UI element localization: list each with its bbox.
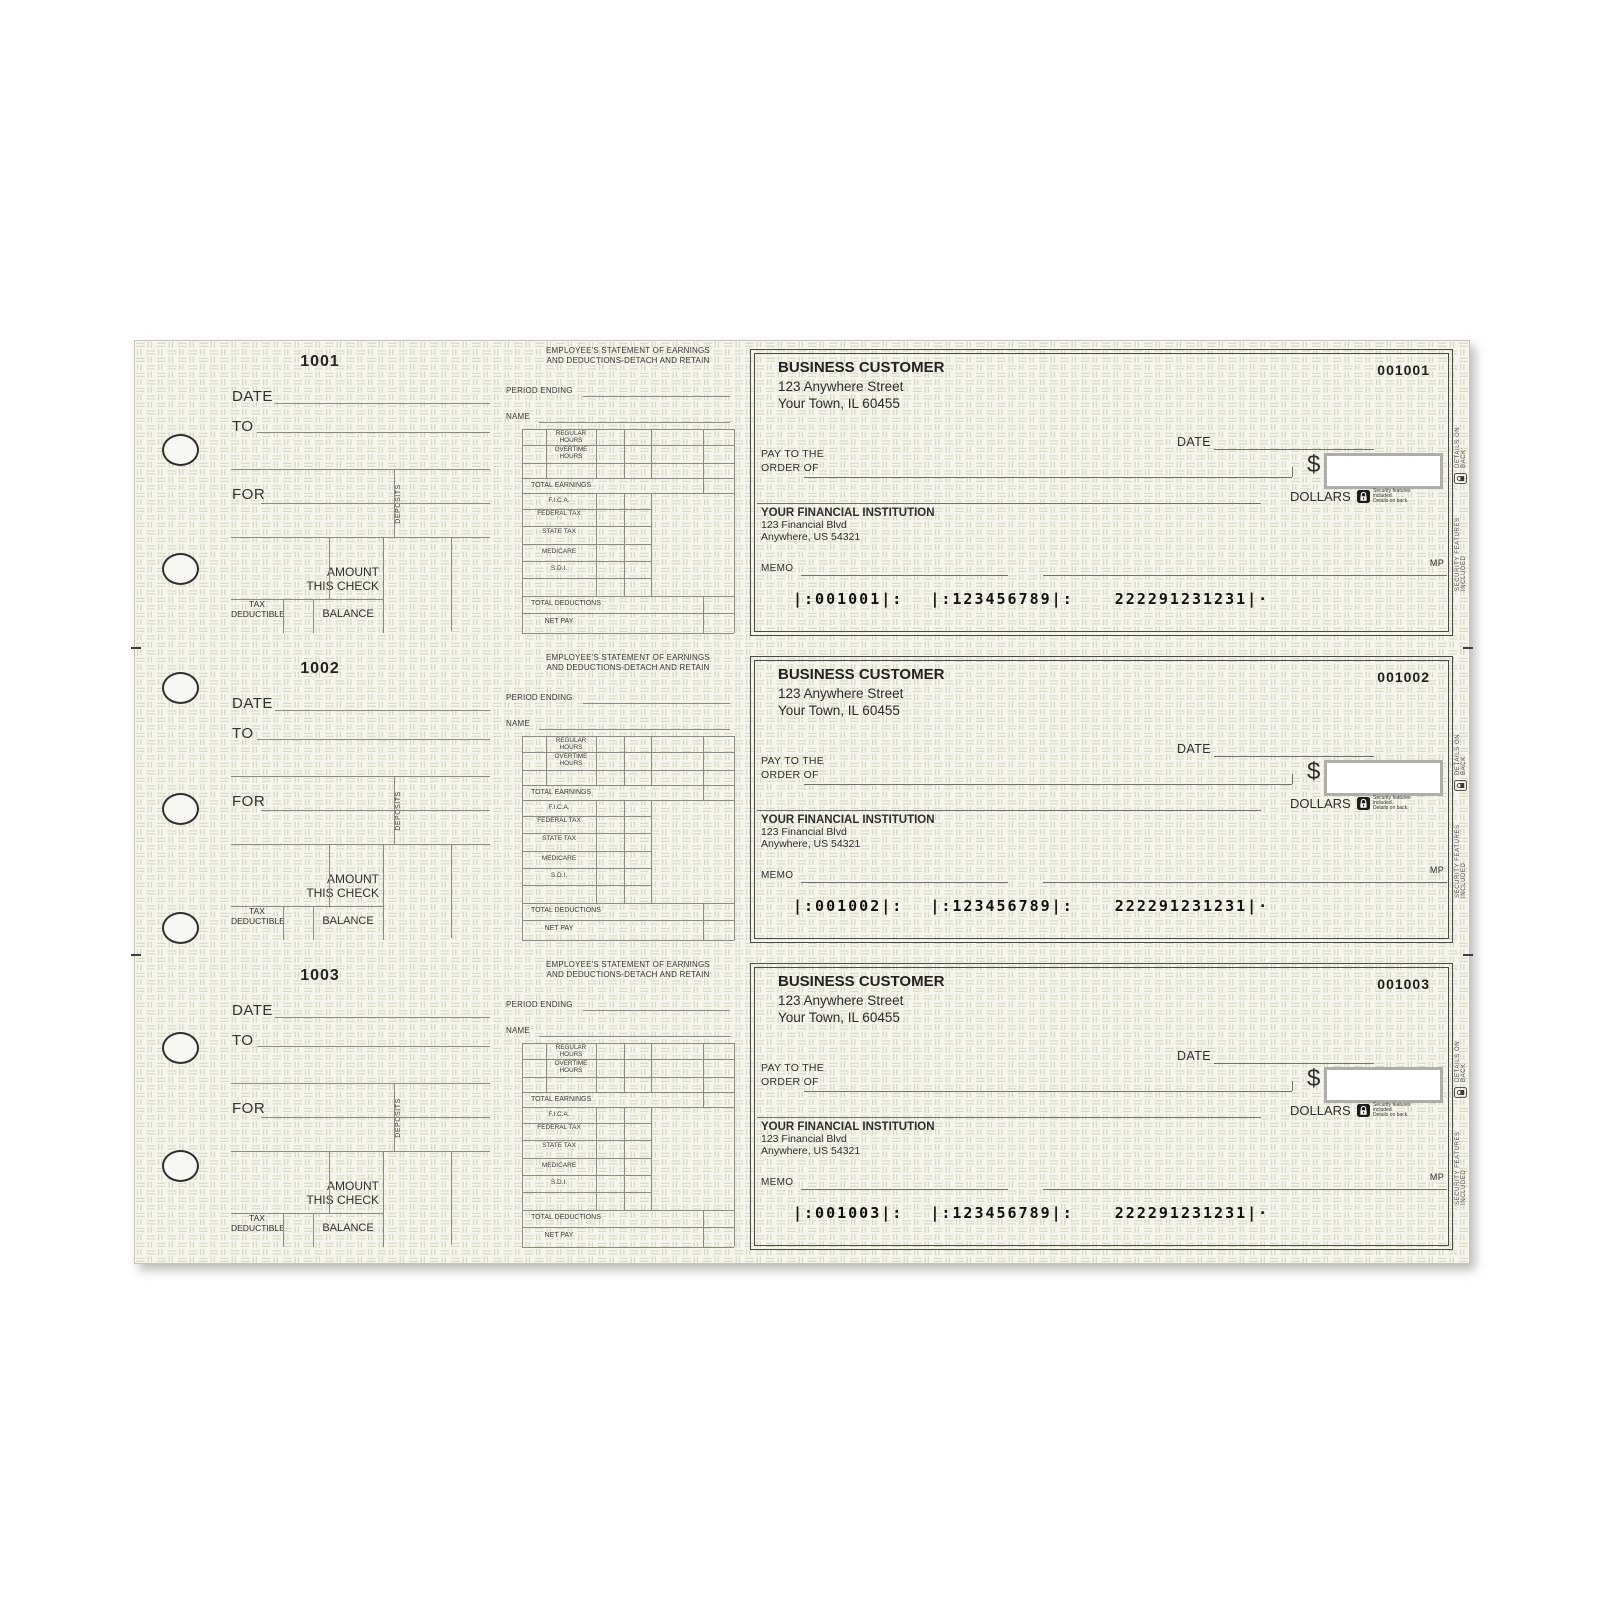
rule-line [596,1107,597,1210]
payer-name: BUSINESS CUSTOMER [778,666,945,683]
edge-security-text: SECURITY FEATURES INCLUDED [1454,517,1467,591]
micr-account-number: 222291231231|· [1114,1204,1270,1222]
check-sheet [134,340,1470,1264]
rule-line [734,1043,735,1247]
rule-line [1214,756,1374,757]
amount-box [1324,760,1443,796]
payer-name: BUSINESS CUSTOMER [778,359,945,376]
edge-details-text: DETAILS ON BACK [1454,733,1467,775]
statement-federal-tax-label: FEDERAL TAX [537,1124,581,1131]
statement-regular-hours-label: REGULAR HOURS [555,430,587,444]
amount-box [1324,453,1443,489]
check-number: 001001 [1377,362,1430,378]
rule-line [261,503,490,504]
rule-line [734,736,735,940]
statement-overtime-hours-label: OVERTIME HOURS [554,753,588,767]
order-of-label: ORDER OF [761,462,819,474]
rule-line [231,1213,383,1214]
edge-details-text: DETAILS ON BACK [1454,426,1467,468]
dollars-label: DOLLARS [1290,489,1351,504]
statement-overtime-hours-label: OVERTIME HOURS [554,446,588,460]
rule-line [522,429,523,633]
stub-to-label: TO [232,418,254,435]
rule-line [522,633,734,634]
payer-street: 123 Anywhere Street [778,993,904,1008]
rule-line [546,1043,547,1092]
bank-street: 123 Financial Blvd [761,519,847,531]
rule-line [522,736,523,940]
rule-line [651,736,652,785]
micr-line [793,1204,1269,1222]
pay-to-the-label: PAY TO THE [761,755,825,767]
check-date-label: DATE [1177,742,1212,756]
statement-total-deductions-label: TOTAL DEDUCTIONS [531,600,601,607]
stub-date-label: DATE [232,1002,273,1019]
statement-net-pay-label: NET PAY [544,925,574,932]
rule-line [383,844,384,940]
mp-label: MP [1429,865,1444,875]
rule-line [522,1158,651,1159]
statement-net-pay-label: NET PAY [544,1232,574,1239]
rule-line [283,599,284,633]
micr-line [793,590,1269,608]
pay-to-the-label: PAY TO THE [761,448,825,460]
rule-line [703,429,704,493]
rule-line [703,1210,704,1247]
rule-line [257,739,490,740]
statement-fica-label: F.I.C.A. [548,804,570,811]
statement-fica-label: F.I.C.A. [548,497,570,504]
security-lock-icon [1357,1104,1370,1117]
security-edge-strip [1453,718,1468,898]
rule-line [546,736,547,785]
edge-security-text: SECURITY FEATURES INCLUDED [1454,824,1467,898]
statement-state-tax-label: STATE TAX [542,1142,576,1149]
rule-line [651,800,652,903]
stub-to-label: TO [232,725,254,742]
rule-line [703,1043,704,1107]
rule-line [651,1043,652,1092]
amount-box [1324,1067,1443,1103]
security-note [1373,489,1411,504]
rule-line [231,1083,490,1084]
rule-line [522,1192,651,1193]
payer-street: 123 Anywhere Street [778,686,904,701]
edge-lock-icon [1454,1087,1467,1098]
statement-title-line1: EMPLOYEE'S STATEMENT OF EARNINGS [546,653,710,662]
security-note-line1: Security features [1373,795,1411,801]
security-note [1373,1103,1411,1118]
statement-total-deductions-label: TOTAL DEDUCTIONS [531,907,601,914]
rule-line [522,816,651,817]
check-section [135,955,1469,1262]
edge-security-text: SECURITY FEATURES INCLUDED [1454,1131,1467,1205]
stub-tax-deductible-label: TAX DEDUCTIBLE [231,906,285,926]
rule-line [522,868,651,869]
check-section [135,341,1469,648]
pay-to-the-label: PAY TO THE [761,1062,825,1074]
statement-federal-tax-label: FEDERAL TAX [537,510,581,517]
rule-line [394,469,395,537]
rule-line [275,1017,490,1018]
stub-tax-deductible-label: TAX DEDUCTIBLE [231,599,285,619]
mp-label: MP [1429,558,1444,568]
statement-title-line2: AND DEDUCTIONS-DETACH AND RETAIN [546,970,710,979]
rule-line [703,596,704,633]
statement-medicare-label: MEDICARE [541,855,577,862]
rule-line [522,1247,734,1248]
rule-line [596,429,597,478]
security-note-line2: included. [1373,1107,1394,1114]
rule-line [1292,774,1293,784]
edge-lock-icon [1454,780,1467,791]
rule-line [757,503,1261,504]
statement-overtime-hours-label: OVERTIME HOURS [554,1060,588,1074]
statement-period-ending-label: PERIOD ENDING [506,386,573,395]
statement-title-line1: EMPLOYEE'S STATEMENT OF EARNINGS [546,346,710,355]
bank-name: YOUR FINANCIAL INSTITUTION [761,814,935,826]
rule-line [522,493,734,494]
rule-line [275,403,490,404]
rule-line [522,1107,734,1108]
statement-period-ending-label: PERIOD ENDING [506,1000,573,1009]
security-lock-icon [1357,490,1370,503]
rule-line [522,1175,651,1176]
stub-balance-label: BALANCE [322,1222,374,1234]
check-date-label: DATE [1177,1049,1212,1063]
statement-name-label: NAME [506,412,530,421]
stub-for-label: FOR [232,793,266,810]
bank-name: YOUR FINANCIAL INSTITUTION [761,1121,935,1133]
stub-balance-label: BALANCE [322,915,374,927]
order-of-label: ORDER OF [761,769,819,781]
rule-line [329,1151,330,1213]
stub-amount-this-check-label: AMOUNT THIS CHECK [306,1179,379,1208]
rule-line [596,736,597,785]
rule-line [539,729,730,730]
rule-line [394,1083,395,1151]
rule-line [624,736,625,785]
rule-line [522,526,651,527]
rule-line [583,396,730,397]
statement-sdi-label: S.D.I. [550,565,568,572]
rule-line [231,906,383,907]
rule-line [522,1123,651,1124]
rule-line [539,1036,730,1037]
rule-line [1214,1063,1374,1064]
payer-name: BUSINESS CUSTOMER [778,973,945,990]
rule-line [313,906,314,940]
statement-title-line2: AND DEDUCTIONS-DETACH AND RETAIN [546,356,710,365]
statement-total-earnings-label: TOTAL EARNINGS [531,1096,592,1103]
rule-line [257,432,490,433]
security-lock-icon [1357,797,1370,810]
rule-line [757,1117,1261,1118]
check [750,963,1453,1250]
rule-line [596,493,597,596]
edge-lock-icon [1454,473,1467,484]
rule-line [1043,575,1447,576]
rule-line [1043,1189,1447,1190]
order-of-label: ORDER OF [761,1076,819,1088]
rule-line [703,903,704,940]
rule-line [539,422,730,423]
dollar-sign: $ [1307,1065,1321,1092]
payer-city: Your Town, IL 60455 [778,703,900,718]
check-date-label: DATE [1177,435,1212,449]
rule-line [801,1189,1008,1190]
check [750,349,1453,636]
rule-line [261,810,490,811]
bank-city: Anywhere, US 54321 [761,838,861,850]
rule-line [1043,882,1447,883]
rule-line [624,1043,625,1092]
check [750,656,1453,943]
security-edge-strip [1453,1025,1468,1205]
rule-line [522,1043,523,1247]
check-number: 001002 [1377,669,1430,685]
rule-line [703,736,704,800]
rule-line [275,710,490,711]
payer-city: Your Town, IL 60455 [778,1010,900,1025]
statement-medicare-label: MEDICARE [541,548,577,555]
rule-line [522,509,651,510]
security-note [1373,796,1411,811]
dollars-label: DOLLARS [1290,796,1351,811]
rule-line [801,575,1008,576]
rule-line [804,477,1292,478]
rule-line [1214,449,1374,450]
security-note-line2: included. [1373,493,1394,500]
micr-routing-number: |:123456789|: [930,897,1074,915]
rule-line [329,537,330,599]
rule-line [522,1140,651,1141]
dollars-label: DOLLARS [1290,1103,1351,1118]
rule-line [583,703,730,704]
stub-for-label: FOR [232,486,266,503]
rule-line [804,1091,1292,1092]
statement-period-ending-label: PERIOD ENDING [506,693,573,702]
rule-line [451,844,452,938]
statement-title-line2: AND DEDUCTIONS-DETACH AND RETAIN [546,663,710,672]
statement-title-line1: EMPLOYEE'S STATEMENT OF EARNINGS [546,960,710,969]
stub-deposits-label: DEPOSITS [394,484,402,524]
rule-line [231,776,490,777]
rule-line [522,940,734,941]
memo-label: MEMO [761,1177,794,1188]
security-note-line1: Security features [1373,488,1411,494]
rule-line [522,851,651,852]
stub-amount-this-check-label: AMOUNT THIS CHECK [306,872,379,901]
security-note-line1: Security features [1373,1102,1411,1108]
stub-balance-label: BALANCE [322,608,374,620]
security-edge-strip [1453,411,1468,591]
rule-line [522,800,734,801]
bank-city: Anywhere, US 54321 [761,1145,861,1157]
rule-line [651,429,652,478]
security-note-line3: Details on back. [1373,1112,1409,1119]
rule-line [757,810,1261,811]
micr-routing-number: |:123456789|: [930,1204,1074,1222]
rule-line [804,784,1292,785]
statement-name-label: NAME [506,719,530,728]
rule-line [522,885,651,886]
edge-details-text: DETAILS ON BACK [1454,1040,1467,1082]
stub-deposits-label: DEPOSITS [394,1098,402,1138]
stub-to-label: TO [232,1032,254,1049]
rule-line [651,493,652,596]
micr-check-number: |:001001|: [793,590,904,608]
rule-line [596,800,597,903]
dollar-sign: $ [1307,758,1321,785]
rule-line [522,578,651,579]
rule-line [596,1043,597,1092]
stub-deposits-label: DEPOSITS [394,791,402,831]
rule-line [231,599,383,600]
stub-date-label: DATE [232,695,273,712]
statement-state-tax-label: STATE TAX [542,835,576,842]
rule-line [651,1107,652,1210]
statement-medicare-label: MEDICARE [541,1162,577,1169]
rule-line [734,429,735,633]
rule-line [583,1010,730,1011]
rule-line [451,537,452,631]
rule-line [394,776,395,844]
rule-line [624,1107,625,1210]
rule-line [283,1213,284,1247]
stub-check-number: 1001 [300,353,340,370]
statement-net-pay-label: NET PAY [544,618,574,625]
stub-for-label: FOR [232,1100,266,1117]
stub-check-number: 1002 [300,660,340,677]
micr-account-number: 222291231231|· [1114,590,1270,608]
stub-check-number: 1003 [300,967,340,984]
security-note-line3: Details on back. [1373,805,1409,812]
statement-total-earnings-label: TOTAL EARNINGS [531,482,592,489]
bank-city: Anywhere, US 54321 [761,531,861,543]
statement-fica-label: F.I.C.A. [548,1111,570,1118]
mp-label: MP [1429,1172,1444,1182]
rule-line [329,844,330,906]
statement-total-deductions-label: TOTAL DEDUCTIONS [531,1214,601,1221]
rule-line [1292,1081,1293,1091]
rule-line [624,429,625,478]
rule-line [624,493,625,596]
rule-line [451,1151,452,1245]
statement-federal-tax-label: FEDERAL TAX [537,817,581,824]
bank-name: YOUR FINANCIAL INSTITUTION [761,507,935,519]
statement-name-label: NAME [506,1026,530,1035]
statement-total-earnings-label: TOTAL EARNINGS [531,789,592,796]
rule-line [546,429,547,478]
statement-sdi-label: S.D.I. [550,1179,568,1186]
rule-line [283,906,284,940]
check-number: 001003 [1377,976,1430,992]
payer-street: 123 Anywhere Street [778,379,904,394]
rule-line [522,561,651,562]
micr-account-number: 222291231231|· [1114,897,1270,915]
micr-check-number: |:001003|: [793,1204,904,1222]
rule-line [261,1117,490,1118]
dollar-sign: $ [1307,451,1321,478]
rule-line [313,1213,314,1247]
micr-check-number: |:001002|: [793,897,904,915]
rule-line [624,800,625,903]
micr-routing-number: |:123456789|: [930,590,1074,608]
micr-line [793,897,1269,915]
stub-date-label: DATE [232,388,273,405]
bank-street: 123 Financial Blvd [761,1133,847,1145]
statement-state-tax-label: STATE TAX [542,528,576,535]
rule-line [313,599,314,633]
rule-line [522,544,651,545]
memo-label: MEMO [761,563,794,574]
bank-street: 123 Financial Blvd [761,826,847,838]
stub-amount-this-check-label: AMOUNT THIS CHECK [306,565,379,594]
check-section [135,648,1469,955]
security-note-line3: Details on back. [1373,498,1409,505]
rule-line [801,882,1008,883]
rule-line [231,469,490,470]
statement-regular-hours-label: REGULAR HOURS [555,1044,587,1058]
payer-city: Your Town, IL 60455 [778,396,900,411]
statement-regular-hours-label: REGULAR HOURS [555,737,587,751]
memo-label: MEMO [761,870,794,881]
statement-sdi-label: S.D.I. [550,872,568,879]
security-note-line2: included. [1373,800,1394,807]
stub-tax-deductible-label: TAX DEDUCTIBLE [231,1213,285,1233]
rule-line [522,833,651,834]
rule-line [257,1046,490,1047]
rule-line [383,537,384,633]
rule-line [1292,467,1293,477]
rule-line [383,1151,384,1247]
